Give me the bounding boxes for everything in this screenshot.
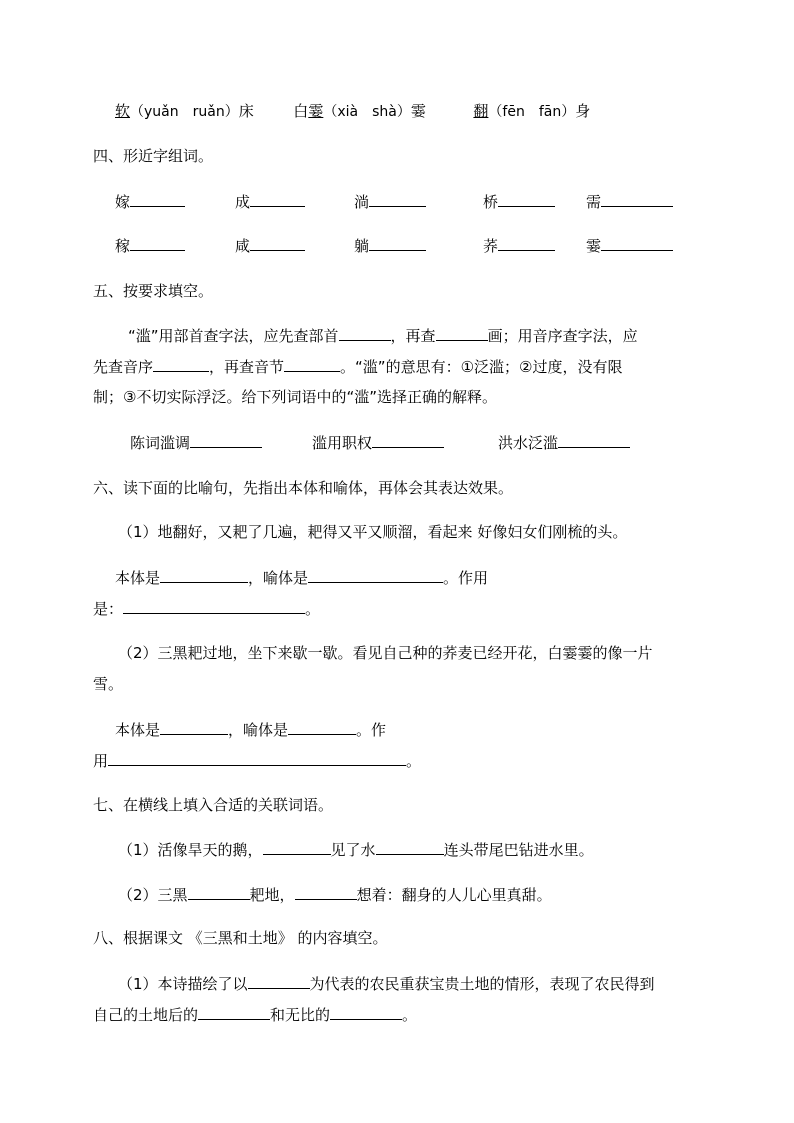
section6-q1-answer-cont — [93, 598, 320, 619]
answer-blank[interactable] — [108, 750, 406, 766]
answer-blank[interactable] — [498, 235, 555, 251]
word-char: 淌 — [354, 193, 370, 211]
pinyin-char-1: 软 — [115, 102, 131, 120]
answer-blank[interactable] — [288, 719, 356, 735]
pinyin-row — [115, 101, 590, 122]
text-span: （1）本诗描绘了以 — [118, 975, 248, 993]
answer-blank[interactable] — [330, 1004, 402, 1020]
answer-blank[interactable] — [160, 567, 248, 583]
answer-blank[interactable] — [601, 235, 673, 251]
text-span: 。 — [406, 752, 422, 770]
text-span: 本体是 — [115, 569, 161, 587]
text-span: ，喻体是 — [228, 721, 289, 739]
word-cell — [586, 191, 673, 212]
answer-blank[interactable] — [498, 191, 555, 207]
text-span: ，再查 — [390, 327, 436, 345]
answer-blank[interactable] — [130, 191, 185, 207]
word-char: 桥 — [483, 193, 499, 211]
pinyin-char-3: 翻 — [473, 102, 489, 120]
answer-blank[interactable] — [558, 432, 630, 448]
answer-blank[interactable] — [284, 356, 340, 372]
section7-heading: 七、在横线上填入合适的关联词语。 — [93, 796, 334, 814]
section6-q1-answer — [115, 567, 488, 588]
word-char: 需 — [586, 193, 602, 211]
section6-q2-answer — [115, 719, 386, 740]
section5-heading: 五、按要求填空。 — [93, 282, 214, 300]
pinyin-pre-2: 白 — [293, 102, 309, 120]
word-char: 稼 — [115, 237, 131, 255]
answer-blank[interactable] — [372, 432, 444, 448]
section6-q2-line1: （2）三黑耙过地，坐下来歇一歇。看见自己种的荞麦已经开花，白霎霎的像一片 — [118, 644, 653, 662]
pinyin-tail-3: 身 — [575, 102, 591, 120]
text-span: 自己的土地后的 — [93, 1006, 199, 1024]
answer-blank[interactable] — [339, 325, 391, 341]
word-cell — [115, 235, 185, 256]
pinyin-char-2: 霎 — [308, 102, 324, 120]
text-span: ，再查音节 — [209, 358, 285, 376]
word-cell — [354, 235, 426, 256]
answer-blank[interactable] — [198, 1004, 270, 1020]
section6-q2-answer-cont — [93, 750, 421, 771]
section5-paragraph-line3: 制；③不切实际浮泛。给下列词语中的“滥”选择正确的解释。 — [93, 388, 497, 406]
section5-paragraph-line1 — [128, 325, 638, 346]
answer-blank[interactable] — [250, 191, 305, 207]
text-span: 。作用 — [443, 569, 489, 587]
phrase-cell — [498, 432, 630, 453]
text-span: 见了水 — [330, 841, 376, 859]
pinyin-tail-2: 霎 — [410, 102, 426, 120]
section8-heading: 八、根据课文 《三黑和土地》 的内容填空。 — [93, 929, 388, 947]
word-cell — [586, 235, 673, 256]
section7-q1 — [118, 839, 594, 860]
text-span: “滥”用部首查字法，应先查部首 — [128, 327, 339, 345]
answer-blank[interactable] — [369, 235, 426, 251]
word-char: 成 — [235, 193, 251, 211]
answer-blank[interactable] — [436, 325, 488, 341]
text-span: 想着：翻身的人儿心里真甜。 — [356, 886, 552, 904]
section6-heading: 六、读下面的比喻句，先指出本体和喻体，再体会其表达效果。 — [93, 479, 514, 497]
phrase-text: 滥用职权 — [312, 434, 373, 452]
answer-blank[interactable] — [123, 598, 305, 614]
answer-blank[interactable] — [188, 884, 250, 900]
answer-blank[interactable] — [263, 839, 331, 855]
text-span: 先查音序 — [93, 358, 154, 376]
phrase-cell — [312, 432, 444, 453]
word-char: 霎 — [586, 237, 602, 255]
phrase-text: 陈词滥调 — [130, 434, 191, 452]
text-span: ，喻体是 — [248, 569, 309, 587]
answer-blank[interactable] — [130, 235, 185, 251]
text-span: 和无比的 — [270, 1006, 331, 1024]
answer-blank[interactable] — [295, 884, 357, 900]
word-cell — [483, 235, 555, 256]
section6-q1: （1）地翻好，又耙了几遍，耙得又平又顺溜，看起来 好像妇女们刚梳的头。 — [118, 523, 628, 541]
text-span: （2）三黑 — [118, 886, 188, 904]
section8-q1-line2 — [93, 1004, 417, 1025]
section6-q2-line2: 雪。 — [93, 675, 124, 693]
pinyin-options-3: （fēn fān） — [488, 104, 576, 120]
text-span: 。作 — [356, 721, 387, 739]
answer-blank[interactable] — [369, 191, 426, 207]
section4-heading: 四、形近字组词。 — [93, 147, 214, 165]
answer-blank[interactable] — [153, 356, 209, 372]
text-span: 本体是 — [115, 721, 161, 739]
text-span: 画；用音序查字法，应 — [487, 327, 638, 345]
phrase-cell — [130, 432, 262, 453]
answer-blank[interactable] — [160, 719, 228, 735]
word-cell — [115, 191, 185, 212]
word-cell — [483, 191, 555, 212]
pinyin-options-1: （yuǎn ruǎn） — [130, 104, 239, 120]
text-span: 。 — [305, 600, 321, 618]
section7-q2 — [118, 884, 552, 905]
word-char: 嫁 — [115, 193, 131, 211]
word-cell — [235, 191, 305, 212]
answer-blank[interactable] — [190, 432, 262, 448]
pinyin-options-2: （xià shà） — [323, 104, 411, 120]
word-char: 荞 — [483, 237, 499, 255]
answer-blank[interactable] — [376, 839, 444, 855]
word-char: 咸 — [235, 237, 251, 255]
word-cell — [235, 235, 305, 256]
answer-blank[interactable] — [248, 973, 310, 989]
phrase-text: 洪水泛滥 — [498, 434, 559, 452]
word-char: 躺 — [354, 237, 370, 255]
text-span: 耙地， — [249, 886, 295, 904]
text-span: 为代表的农民重获宝贵土地的情形，表现了农民得到 — [309, 975, 655, 993]
text-span: 用 — [93, 752, 109, 770]
answer-blank[interactable] — [250, 235, 305, 251]
text-span: 。 — [402, 1006, 418, 1024]
text-span: 。“滥”的意思有：①泛滥；②过度，没有限 — [340, 358, 623, 376]
pinyin-tail-1: 床 — [238, 102, 254, 120]
answer-blank[interactable] — [308, 567, 443, 583]
text-span: 是： — [93, 600, 124, 618]
answer-blank[interactable] — [601, 191, 673, 207]
text-span: 连头带尾巴钻进水里。 — [443, 841, 594, 859]
section8-q1-line1 — [118, 973, 655, 994]
text-span: （1）活像旱天的鹅， — [118, 841, 263, 859]
word-cell — [354, 191, 426, 212]
section5-paragraph-line2 — [93, 356, 622, 377]
